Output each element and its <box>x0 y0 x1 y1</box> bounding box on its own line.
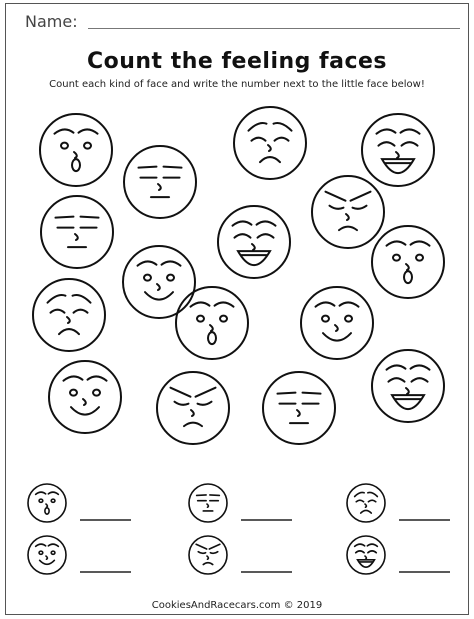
feeling-face-sad <box>234 107 306 179</box>
feeling-face-happy <box>218 206 290 278</box>
feeling-face-smiling <box>301 287 373 359</box>
footer-credit: CookiesAndRacecars.com © 2019 <box>151 600 323 611</box>
feeling-face-surprised <box>40 114 112 186</box>
feeling-face-happy <box>362 114 434 186</box>
name-label: Name: <box>25 12 78 31</box>
key-face-angry <box>189 536 227 574</box>
key-face-happy <box>347 536 385 574</box>
feeling-face-smiling <box>49 361 121 433</box>
feeling-face-angry <box>312 176 384 248</box>
feeling-face-surprised <box>176 287 248 359</box>
feeling-face-calm <box>124 146 196 218</box>
key-face-smiling <box>28 536 66 574</box>
key-face-surprised <box>28 484 66 522</box>
feeling-face-calm <box>41 196 113 268</box>
feeling-face-sad <box>33 279 105 351</box>
key-face-sad <box>347 484 385 522</box>
feeling-face-surprised <box>372 226 444 298</box>
feeling-face-smiling <box>123 246 195 318</box>
worksheet-title: Count the feeling faces <box>86 49 388 74</box>
feeling-face-calm <box>263 372 335 444</box>
feeling-face-happy <box>372 350 444 422</box>
feeling-face-angry <box>157 372 229 444</box>
instructions: Count each kind of face and write the number next to the little face below! <box>49 79 425 90</box>
key-face-calm <box>189 484 227 522</box>
